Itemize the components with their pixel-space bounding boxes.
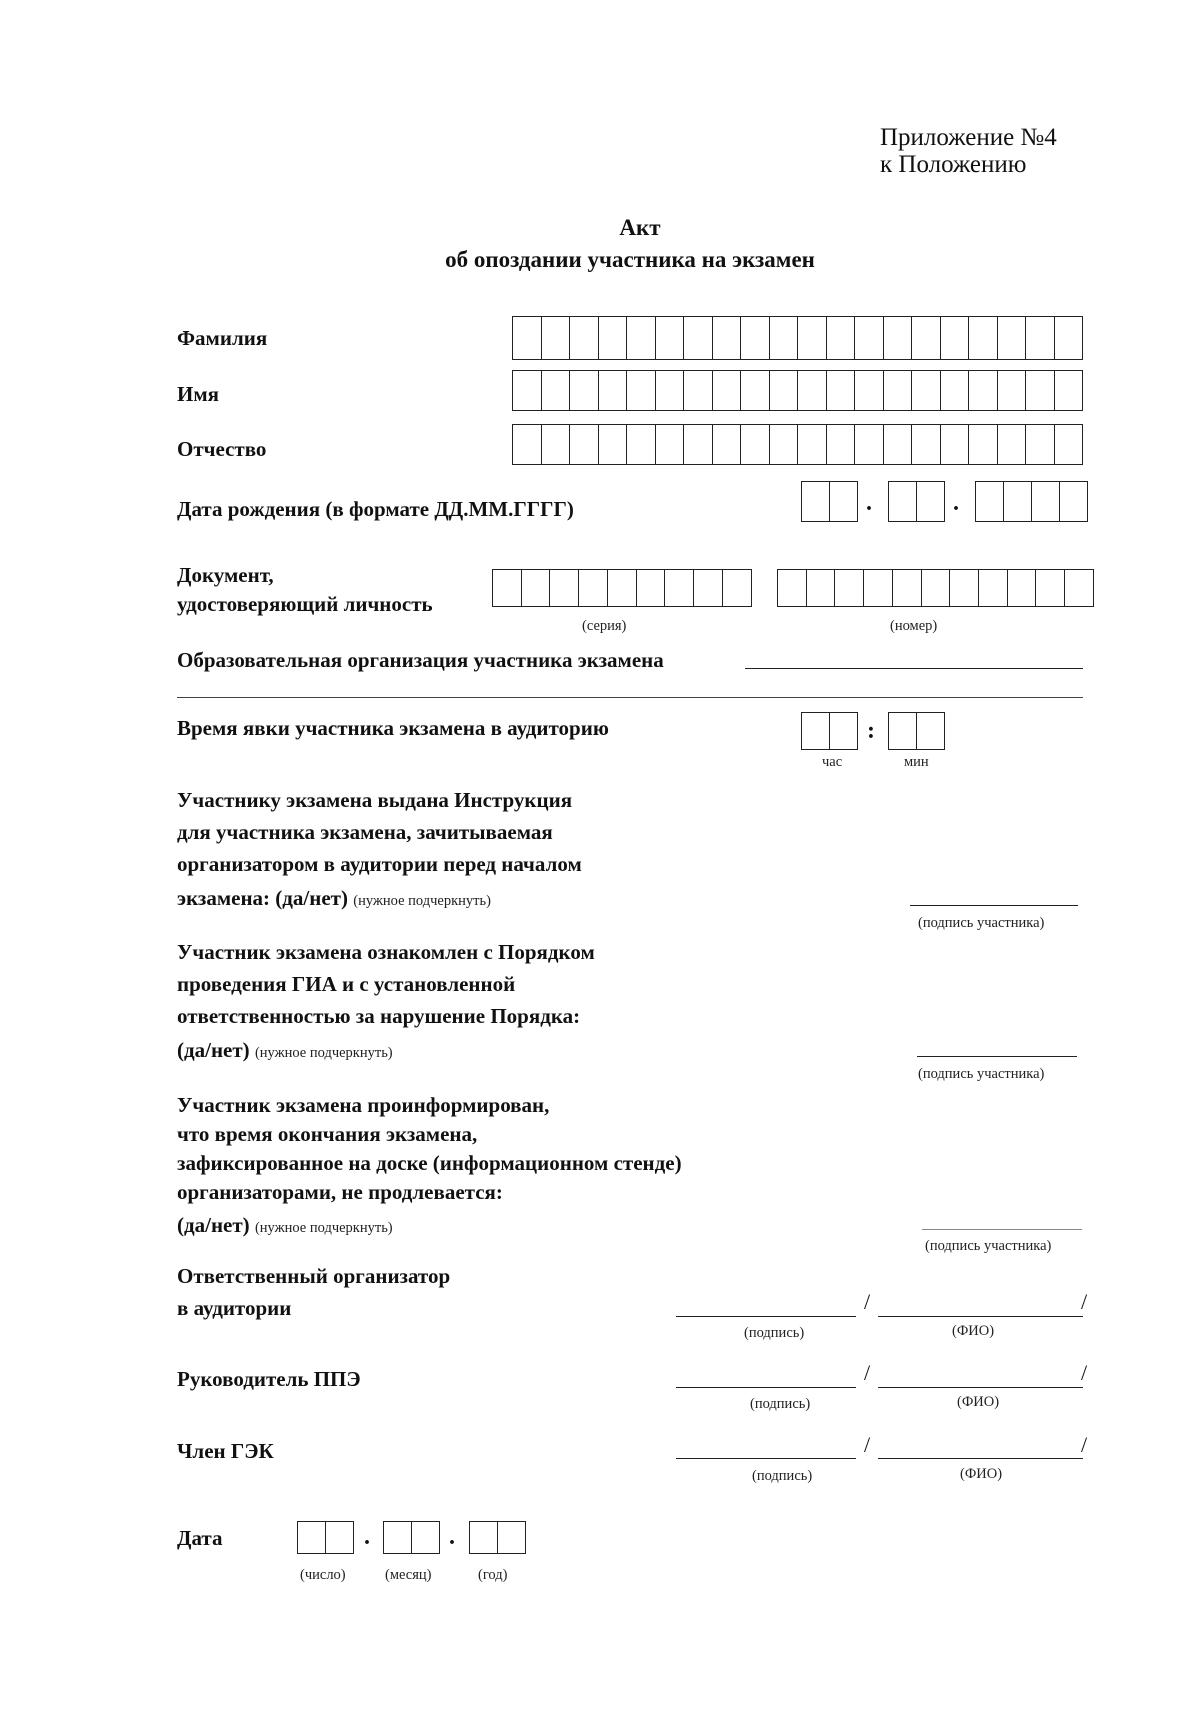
arrival-time-label: Время явки участника экзамена в аудиторию [177, 716, 609, 740]
birth-date-label: Дата рождения (в формате ДД.ММ.ГГГГ) [177, 497, 574, 521]
input-cell[interactable] [883, 370, 913, 411]
time-end-statement: что время окончания экзамена, [177, 1122, 478, 1146]
time-end-statement [177, 1213, 393, 1238]
birth-month-cells[interactable] [888, 481, 944, 522]
page-title: Акт [619, 215, 661, 240]
date-label: Дата [177, 1526, 223, 1550]
time-end-statement: зафиксированное на доске (информационном стенде) [177, 1151, 682, 1175]
signature-slash: / [1081, 1432, 1088, 1457]
input-cell[interactable] [607, 569, 637, 607]
organizer-fio-line[interactable] [878, 1316, 1083, 1317]
participant-signature-line[interactable] [910, 905, 1078, 906]
series-caption: (серия) [582, 618, 627, 634]
input-cell[interactable] [578, 569, 608, 607]
input-cell[interactable] [769, 370, 799, 411]
input-cell[interactable] [1059, 481, 1088, 522]
input-cell[interactable] [1035, 569, 1065, 607]
input-cell[interactable] [940, 316, 970, 360]
input-cell[interactable] [854, 370, 884, 411]
fio-caption: (ФИО) [960, 1466, 1003, 1482]
date-year-cells[interactable] [469, 1521, 525, 1554]
date-month-cells[interactable] [383, 1521, 439, 1554]
gek-member-fio-line[interactable] [878, 1458, 1083, 1459]
instruction-statement: Участнику экзамена выдана Инструкция [177, 788, 573, 812]
input-cell[interactable] [712, 316, 742, 360]
input-cell[interactable] [1003, 481, 1032, 522]
input-cell[interactable] [797, 424, 827, 465]
input-cell[interactable] [997, 370, 1027, 411]
input-cell[interactable] [569, 370, 599, 411]
document-label: удостоверяющий личность [177, 592, 433, 616]
input-cell[interactable] [722, 569, 752, 607]
input-cell[interactable] [1025, 370, 1055, 411]
input-cell[interactable] [975, 481, 1004, 522]
month-caption: (месяц) [385, 1567, 432, 1583]
birth-date-dot: . [866, 490, 872, 516]
input-cell[interactable] [978, 569, 1008, 607]
input-cell[interactable] [806, 569, 836, 607]
input-cell[interactable] [469, 1521, 498, 1554]
instruction-statement: для участника экзамена, зачитываемая [177, 820, 553, 844]
input-cell[interactable] [569, 424, 599, 465]
input-cell[interactable] [655, 424, 685, 465]
fio-caption: (ФИО) [957, 1394, 1000, 1410]
input-cell[interactable] [683, 424, 713, 465]
year-caption: (год) [478, 1567, 508, 1583]
input-cell[interactable] [911, 424, 941, 465]
document-number-cells[interactable] [777, 569, 1093, 607]
input-cell[interactable] [512, 370, 542, 411]
input-cell[interactable] [712, 370, 742, 411]
input-cell[interactable] [712, 424, 742, 465]
input-cell[interactable] [883, 424, 913, 465]
input-cell[interactable] [911, 316, 941, 360]
procedure-statement: проведения ГИА и с установленной [177, 972, 516, 996]
input-cell[interactable] [892, 569, 922, 607]
input-cell[interactable] [683, 316, 713, 360]
surname-cells[interactable] [512, 316, 1082, 360]
instruction-statement [177, 886, 491, 911]
participant-signature-caption: (подпись участника) [925, 1238, 1052, 1254]
organizer-signature-line[interactable] [676, 1316, 856, 1317]
input-cell[interactable] [801, 712, 830, 750]
input-cell[interactable] [683, 370, 713, 411]
organization-label: Образовательная организация участника экзамена [177, 648, 664, 672]
appendix-regulation: к Положению [880, 151, 1027, 178]
input-cell[interactable] [740, 370, 770, 411]
input-cell[interactable] [655, 370, 685, 411]
input-cell[interactable] [549, 569, 579, 607]
time-end-statement: Участник экзамена проинформирован, [177, 1093, 550, 1117]
input-cell[interactable] [512, 424, 542, 465]
time-end-yes-no[interactable]: (да/нет) [177, 1213, 250, 1237]
input-cell[interactable] [492, 569, 522, 607]
input-cell[interactable] [1025, 424, 1055, 465]
date-day-cells[interactable] [297, 1521, 353, 1554]
date-dot: . [364, 1524, 370, 1550]
signature-caption: (подпись) [752, 1468, 813, 1484]
input-cell[interactable] [940, 370, 970, 411]
gek-member-label: Член ГЭК [177, 1439, 274, 1463]
input-cell[interactable] [1007, 569, 1037, 607]
input-cell[interactable] [777, 569, 807, 607]
procedure-yes-no[interactable]: (да/нет) [177, 1038, 250, 1062]
input-cell[interactable] [888, 481, 917, 522]
input-cell[interactable] [383, 1521, 412, 1554]
gek-member-signature-line[interactable] [676, 1458, 856, 1459]
fio-caption: (ФИО) [952, 1323, 995, 1339]
signature-slash: / [864, 1360, 871, 1385]
input-cell[interactable] [769, 424, 799, 465]
birth-day-cells[interactable] [801, 481, 857, 522]
input-cell[interactable] [883, 316, 913, 360]
input-cell[interactable] [664, 569, 694, 607]
input-cell[interactable] [297, 1521, 326, 1554]
input-cell[interactable] [797, 370, 827, 411]
surname-label: Фамилия [177, 326, 268, 350]
time-colon: : [867, 718, 875, 744]
arrival-hour-cells[interactable] [801, 712, 857, 750]
input-cell[interactable] [826, 424, 856, 465]
hour-caption: час [822, 754, 843, 770]
input-cell[interactable] [512, 316, 542, 360]
procedure-statement: Участник экзамена ознакомлен с Порядком [177, 940, 595, 964]
input-cell[interactable] [997, 316, 1027, 360]
day-caption: (число) [300, 1567, 346, 1583]
signature-slash: / [1081, 1289, 1088, 1314]
procedure-statement: ответственностью за нарушение Порядка: [177, 1004, 581, 1028]
arrival-minute-cells[interactable] [888, 712, 944, 750]
input-cell[interactable] [797, 316, 827, 360]
participant-signature-caption: (подпись участника) [918, 1066, 1045, 1082]
input-cell[interactable] [1064, 569, 1094, 607]
name-cells[interactable] [512, 370, 1082, 411]
page-subtitle: об опоздании участника на экзамен [445, 247, 815, 272]
input-cell[interactable] [921, 569, 951, 607]
date-dot: . [449, 1524, 455, 1550]
participant-signature-line[interactable] [922, 1229, 1082, 1230]
input-cell[interactable] [541, 424, 571, 465]
participant-signature-caption: (подпись участника) [918, 915, 1045, 931]
input-cell[interactable] [949, 569, 979, 607]
input-cell[interactable] [411, 1521, 440, 1554]
signature-slash: / [1081, 1360, 1088, 1385]
input-cell[interactable] [826, 316, 856, 360]
input-cell[interactable] [888, 712, 917, 750]
signature-slash: / [864, 1432, 871, 1457]
input-cell[interactable] [497, 1521, 526, 1554]
procedure-statement [177, 1038, 393, 1063]
document-label: Документ, [177, 563, 274, 587]
input-cell[interactable] [1025, 316, 1055, 360]
input-cell[interactable] [740, 316, 770, 360]
input-cell[interactable] [1054, 370, 1084, 411]
input-cell[interactable] [769, 316, 799, 360]
input-cell[interactable] [626, 370, 656, 411]
organization-field[interactable] [745, 668, 1083, 669]
ppe-head-label: Руководитель ППЭ [177, 1367, 361, 1391]
input-cell[interactable] [598, 316, 628, 360]
underline-note: (нужное подчеркнуть) [353, 893, 491, 909]
ppe-head-fio-line[interactable] [878, 1387, 1083, 1388]
input-cell[interactable] [854, 424, 884, 465]
input-cell[interactable] [863, 569, 893, 607]
ppe-head-signature-line[interactable] [676, 1387, 856, 1388]
input-cell[interactable] [636, 569, 666, 607]
input-cell[interactable] [911, 370, 941, 411]
input-cell[interactable] [626, 424, 656, 465]
organization-field-continued[interactable] [177, 697, 1083, 698]
input-cell[interactable] [598, 370, 628, 411]
signature-caption: (подпись) [744, 1325, 805, 1341]
time-end-statement: организаторами, не продлевается: [177, 1180, 503, 1204]
input-cell[interactable] [834, 569, 864, 607]
organizer-label: в аудитории [177, 1296, 292, 1320]
input-cell[interactable] [325, 1521, 354, 1554]
input-cell[interactable] [968, 316, 998, 360]
signature-caption: (подпись) [750, 1396, 811, 1412]
organizer-label: Ответственный организатор [177, 1264, 451, 1288]
input-cell[interactable] [916, 481, 945, 522]
number-caption: (номер) [890, 618, 938, 634]
instruction-statement: организатором в аудитории перед началом [177, 852, 582, 876]
name-label: Имя [177, 382, 219, 406]
input-cell[interactable] [968, 370, 998, 411]
birth-year-cells[interactable] [975, 481, 1087, 522]
input-cell[interactable] [740, 424, 770, 465]
patronymic-cells[interactable] [512, 424, 1082, 465]
input-cell[interactable] [541, 316, 571, 360]
input-cell[interactable] [829, 712, 858, 750]
input-cell[interactable] [521, 569, 551, 607]
input-cell[interactable] [541, 370, 571, 411]
input-cell[interactable] [940, 424, 970, 465]
input-cell[interactable] [655, 316, 685, 360]
input-cell[interactable] [626, 316, 656, 360]
input-cell[interactable] [997, 424, 1027, 465]
input-cell[interactable] [826, 370, 856, 411]
input-cell[interactable] [801, 481, 830, 522]
input-cell[interactable] [916, 712, 945, 750]
underline-note: (нужное подчеркнуть) [254, 1045, 393, 1061]
document-series-cells[interactable] [492, 569, 750, 607]
input-cell[interactable] [968, 424, 998, 465]
input-cell[interactable] [693, 569, 723, 607]
input-cell[interactable] [1054, 316, 1084, 360]
input-cell[interactable] [1054, 424, 1084, 465]
minute-caption: мин [904, 754, 929, 770]
appendix-number: Приложение №4 [880, 124, 1057, 151]
birth-date-dot: . [953, 490, 959, 516]
instruction-yes-no[interactable]: экзамена: (да/нет) [177, 886, 348, 910]
input-cell[interactable] [569, 316, 599, 360]
input-cell[interactable] [829, 481, 858, 522]
underline-note: (нужное подчеркнуть) [254, 1220, 393, 1236]
input-cell[interactable] [1031, 481, 1060, 522]
participant-signature-line[interactable] [917, 1056, 1077, 1057]
input-cell[interactable] [854, 316, 884, 360]
input-cell[interactable] [598, 424, 628, 465]
patronymic-label: Отчество [177, 437, 267, 461]
signature-slash: / [864, 1289, 871, 1314]
